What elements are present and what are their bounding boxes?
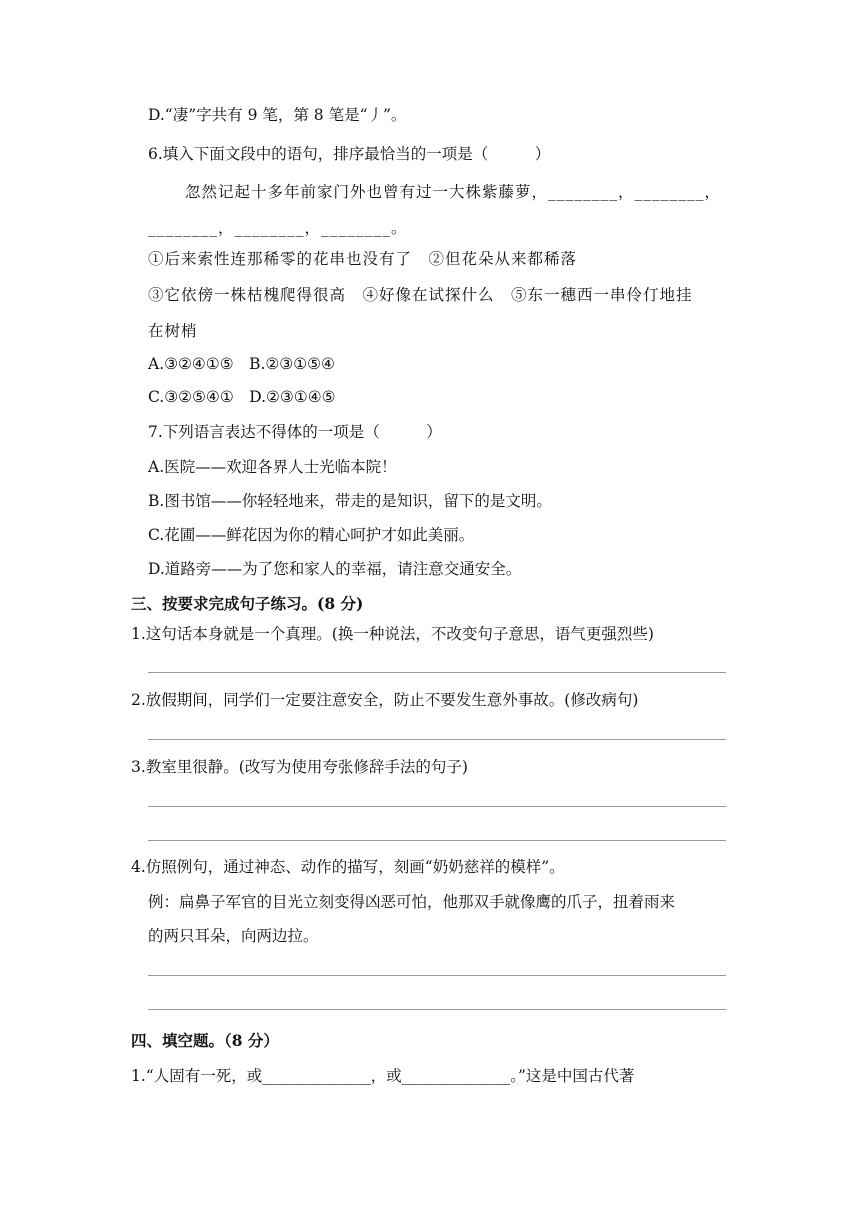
q6-choices-line-1: ①后来索性连那稀零的花串也没有了 ②但花朵从来都稀落	[148, 250, 578, 268]
s3-q1-answer-line	[148, 672, 726, 673]
q6-choices-line-3: 在树梢	[148, 322, 198, 340]
section-4-heading: 四、填空题。（8 分）	[131, 1031, 279, 1050]
s3-q3: 3.教室里很静。(改写为使用夸张修辞手法的句子)	[131, 758, 468, 776]
s3-q2: 2.放假期间，同学们一定要注意安全，防止不要发生意外事故。(修改病句)	[131, 691, 639, 709]
q6-option-cd: C.③②⑤④① D.②③①④⑤	[148, 388, 336, 406]
s3-q3-answer-line-1	[148, 806, 726, 807]
q7-option-d: D.道路旁——为了您和家人的幸福，请注意交通安全。	[148, 560, 522, 578]
q6-choices-line-2: ③它依傍一株枯槐爬得很高 ④好像在试探什么 ⑤东一穗西一串伶仃地挂	[148, 286, 693, 304]
s3-q4: 4.仿照例句，通过神态、动作的描写，刻画“奶奶慈祥的模样”。	[131, 858, 565, 876]
section-3-heading: 三、按要求完成句子练习。(8 分)	[131, 594, 364, 613]
s3-q3-answer-line-2	[148, 840, 726, 841]
s3-q4-answer-line-1	[148, 975, 726, 976]
q7-option-c: C.花圃——鲜花因为你的精心呵护才如此美丽。	[148, 526, 475, 544]
q6-option-ab: A.③②④①⑤ B.②③①⑤④	[148, 355, 335, 373]
s3-q4-answer-line-2	[148, 1009, 726, 1010]
s3-q4-example-line-1: 例：扁鼻子军官的目光立刻变得凶恶可怕，他那双手就像鹰的爪子，扭着雨来	[148, 893, 676, 911]
q6-passage-line-2: ________，________，________。	[148, 219, 408, 237]
s4-q1: 1.“人固有一死，或______________，或______________。”这是中国古代著	[131, 1067, 635, 1085]
q7-stem: 7.下列语言表达不得体的一项是（ ）	[148, 423, 442, 441]
s3-q2-answer-line	[148, 739, 726, 740]
s3-q1: 1.这句话本身就是一个真理。(换一种说法，不改变句子意思，语气更强烈些)	[131, 625, 654, 643]
q6-passage-line-1: 忽然记起十多年前家门外也曾有过一大株紫藤萝，________，________，	[185, 183, 722, 201]
q5-option-d: D.“凄”字共有 9 笔，第 8 笔是“丿”。	[148, 106, 407, 124]
s3-q4-example-line-2: 的两只耳朵，向两边拉。	[148, 927, 319, 945]
q7-option-b: B.图书馆——你轻轻地来，带走的是知识，留下的是文明。	[148, 492, 552, 510]
q6-stem: 6.填入下面文段中的语句，排序最恰当的一项是（ ）	[148, 145, 551, 163]
q7-option-a: A.医院——欢迎各界人士光临本院！	[148, 458, 397, 476]
